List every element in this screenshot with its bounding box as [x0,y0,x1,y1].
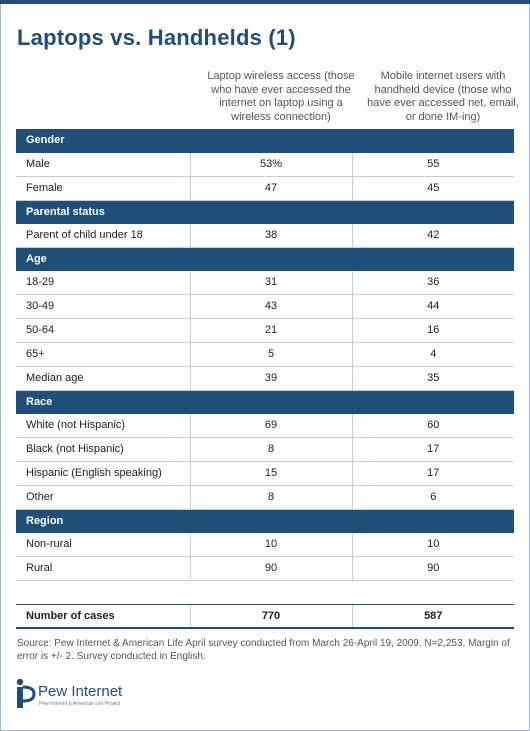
handheld-value: 17 [352,437,514,461]
section-header [16,200,514,223]
row-label: White (not Hispanic) [16,413,190,437]
laptop-value: 8 [190,485,352,509]
table-row [16,366,514,390]
logo-tagline: Pew Internet & American Life Project [39,701,121,707]
handheld-value: 42 [352,223,514,247]
laptop-value: 38 [190,223,352,247]
section-title: Parental status [16,200,514,223]
table-row [16,413,514,437]
handheld-value: 60 [352,413,514,437]
row-label: Median age [16,366,190,390]
handheld-value: 44 [352,294,514,318]
handheld-value: 55 [352,152,514,176]
table-row [16,270,514,294]
column-header-laptop: Laptop wireless access (those who have ever accessed the internet on laptop using a wireless connection) [207,70,355,123]
laptop-value: 10 [190,532,352,556]
spacer-row [16,580,514,604]
row-label: Hispanic (English speaking) [16,461,190,485]
handheld-value: 10 [352,532,514,556]
pew-logo-icon [14,676,38,710]
row-label: 18-29 [16,270,190,294]
row-label: Female [16,176,190,200]
table-row [16,223,514,247]
data-table [16,129,514,629]
table-row [16,152,514,176]
row-label: 50-64 [16,318,190,342]
handheld-value: 35 [352,366,514,390]
section-title: Gender [16,129,514,152]
laptop-value: 43 [190,294,352,318]
column-header-handheld: Mobile internet users with handheld device (those who have ever accessed net, email, or done IM-ing) [367,70,519,123]
table-row [16,342,514,366]
laptop-value: 15 [190,461,352,485]
source-note: Source: Pew Internet & American Life April survey conducted from March 26-April 19, 2009. N=2,253. Margin of error is +/- 2. Survey conducted in English. [17,638,510,662]
section-header [16,509,514,532]
handheld-value: 90 [352,556,514,580]
laptop-value: 90 [190,556,352,580]
laptop-value: 21 [190,318,352,342]
spacer-cell [16,580,514,604]
logo-name: Pew Internet [38,683,123,700]
section-title: Race [16,390,514,413]
row-label: 30-49 [16,294,190,318]
section-title: Age [16,247,514,270]
section-header [16,129,514,152]
page-title: Laptops vs. Handhelds (1) [17,25,296,50]
row-label: Black (not Hispanic) [16,437,190,461]
laptop-value: 39 [190,366,352,390]
table-row [16,532,514,556]
handheld-value: 36 [352,270,514,294]
total-row [16,604,514,628]
handheld-value: 17 [352,461,514,485]
row-label: Parent of child under 18 [16,223,190,247]
handheld-value: 45 [352,176,514,200]
laptop-value: 47 [190,176,352,200]
pew-internet-logo [14,676,144,712]
section-header [16,390,514,413]
laptop-value: 5 [190,342,352,366]
row-label: Male [16,152,190,176]
table-row [16,485,514,509]
handheld-value: 6 [352,485,514,509]
laptop-value: 8 [190,437,352,461]
laptop-value: 69 [190,413,352,437]
table-row [16,176,514,200]
row-label: 65+ [16,342,190,366]
table-row [16,556,514,580]
section-title: Region [16,509,514,532]
table-row [16,461,514,485]
handheld-total: 587 [352,604,514,628]
laptop-total: 770 [190,604,352,628]
laptop-value: 53% [190,152,352,176]
row-label: Rural [16,556,190,580]
section-header [16,247,514,270]
row-label: Non-rural [16,532,190,556]
handheld-value: 16 [352,318,514,342]
table-row [16,437,514,461]
laptop-value: 31 [190,270,352,294]
handheld-value: 4 [352,342,514,366]
row-label: Other [16,485,190,509]
table-row [16,294,514,318]
table-row [16,318,514,342]
total-label: Number of cases [16,604,190,628]
